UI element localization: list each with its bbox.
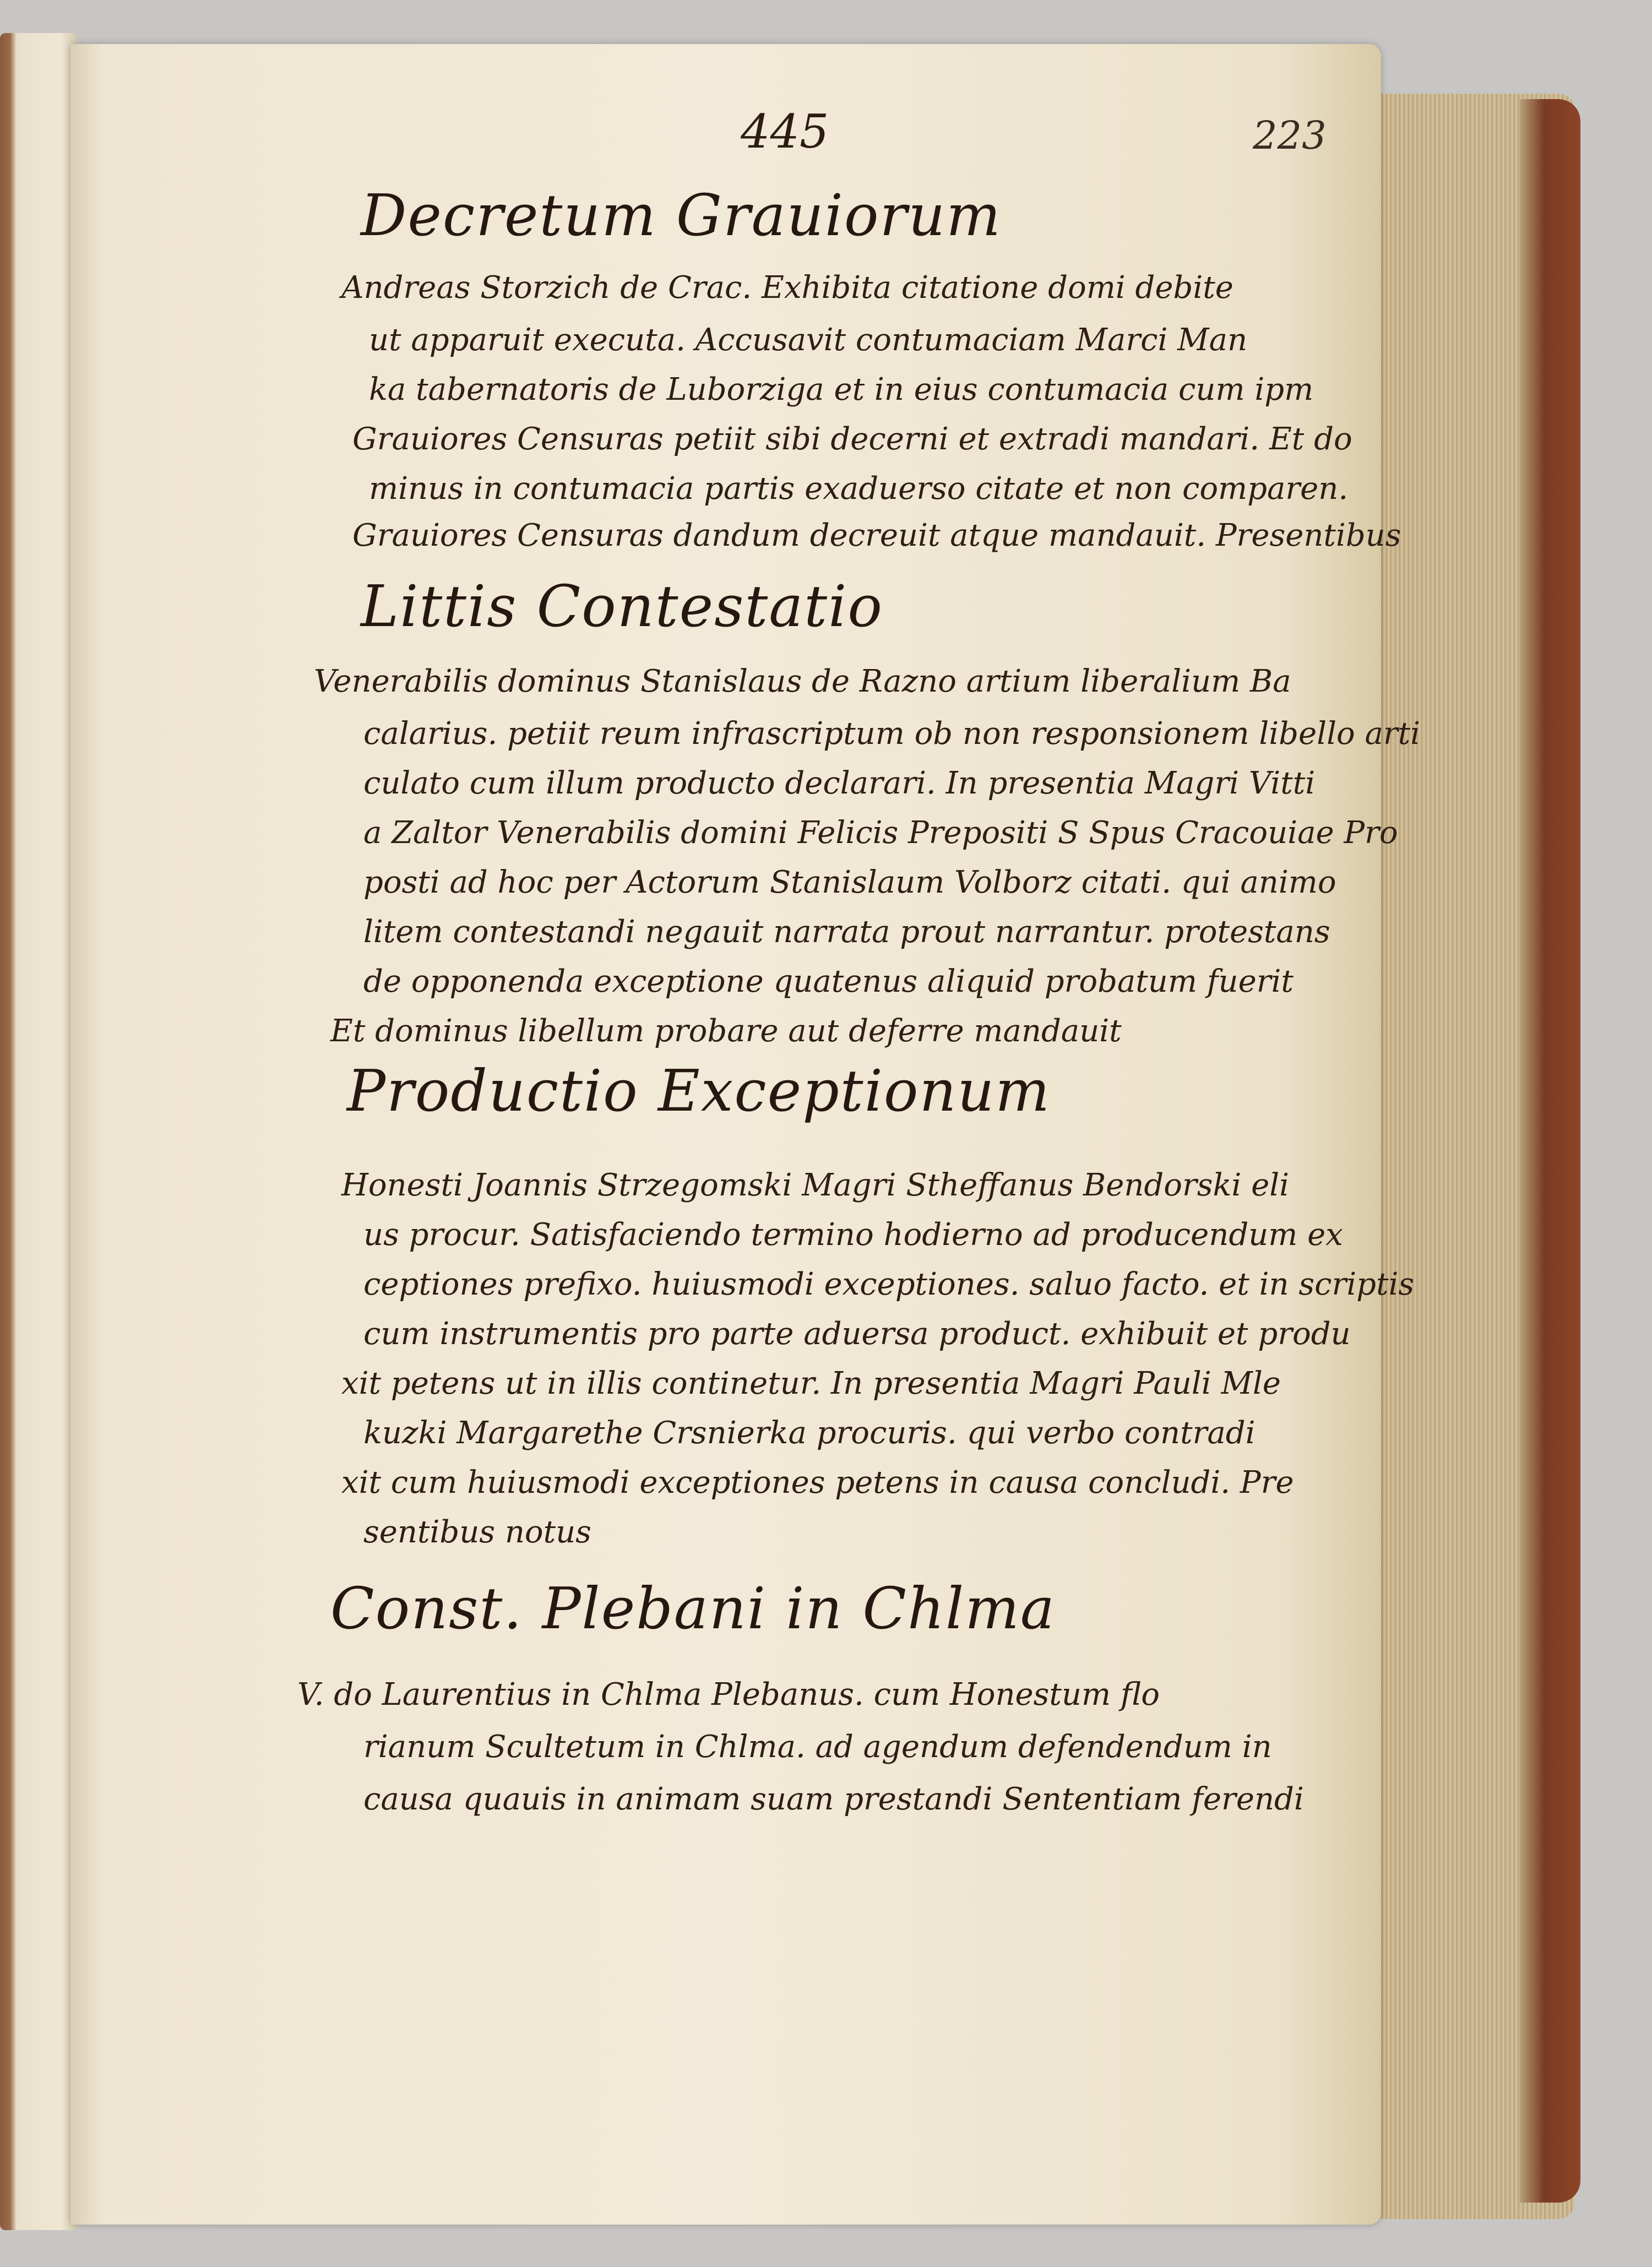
text-line: ut apparuit executa. Accusavit contumaciam Marci Man xyxy=(369,322,1248,358)
folio-number-old: 445 xyxy=(741,105,829,159)
text-line: Honesti Joannis Strzegomski Magri Stheffanus Bendorski eli xyxy=(341,1167,1290,1203)
text-line: rianum Scultetum in Chlma. ad agendum defendendum in xyxy=(363,1729,1272,1765)
folio-number-new: 223 xyxy=(1253,113,1327,158)
text-line: litem contestandi negauit narrata prout narrantur. protestans xyxy=(363,914,1330,950)
manuscript-page xyxy=(70,44,1381,2225)
left-page-edge xyxy=(0,33,77,2230)
text-line: posti ad hoc per Actorum Stanislaum Volborz citati. qui animo xyxy=(363,865,1336,900)
text-line: culato cum illum producto declarari. In presentia Magri Vitti xyxy=(363,765,1316,801)
text-line: causa quauis in animam suam prestandi Sententiam ferendi xyxy=(363,1781,1304,1817)
text-line: minus in contumacia partis exaduerso citate et non comparen. xyxy=(369,471,1349,507)
section-heading-productio: Productio Exceptionum xyxy=(347,1057,1051,1124)
text-line: us procur. Satisfaciendo termino hodierno ad producendum ex xyxy=(363,1217,1343,1253)
text-line: Et dominus libellum probare aut deferre mandauit xyxy=(330,1013,1122,1049)
section-heading-littis: Littis Contestatio xyxy=(361,573,883,640)
text-line: kuzki Margarethe Crsnierka procuris. qui verbo contradi xyxy=(363,1415,1256,1451)
text-line: Venerabilis dominus Stanislaus de Razno artium liberalium Ba xyxy=(314,664,1291,699)
text-line: a Zaltor Venerabilis domini Felicis Prepositi S Spus Cracouiae Pro xyxy=(363,815,1398,851)
text-line: Andreas Storzich de Crac. Exhibita citatione domi debite xyxy=(341,270,1233,306)
text-line: ka tabernatoris de Luborziga et in eius contumacia cum ipm xyxy=(369,372,1314,407)
section-heading-const-plebani: Const. Plebani in Chlma xyxy=(330,1575,1056,1642)
text-line: sentibus notus xyxy=(363,1514,591,1550)
text-line: Grauiores Censuras petiit sibi decerni et extradi mandari. Et do xyxy=(352,421,1352,457)
text-line: cum instrumentis pro parte aduersa product. exhibuit et produ xyxy=(363,1316,1351,1352)
book-cover-edge xyxy=(1520,99,1580,2203)
text-line: V. do Laurentius in Chlma Plebanus. cum Honestum flo xyxy=(297,1677,1160,1713)
text-line: de opponenda exceptione quatenus aliquid probatum fuerit xyxy=(363,964,1294,999)
text-line: ceptiones prefixo. huiusmodi exceptiones. saluo facto. et in scriptis xyxy=(363,1266,1415,1302)
text-line: calarius. petiit reum infrascriptum ob non responsionem libello arti xyxy=(363,716,1421,752)
section-heading-decretum: Decretum Grauiorum xyxy=(361,182,1002,249)
text-line: xit petens ut in illis continetur. In presentia Magri Pauli Mle xyxy=(341,1366,1281,1401)
text-line: xit cum huiusmodi exceptiones petens in causa concludi. Pre xyxy=(341,1465,1294,1501)
text-line: Grauiores Censuras dandum decreuit atque mandauit. Presentibus xyxy=(352,518,1401,553)
